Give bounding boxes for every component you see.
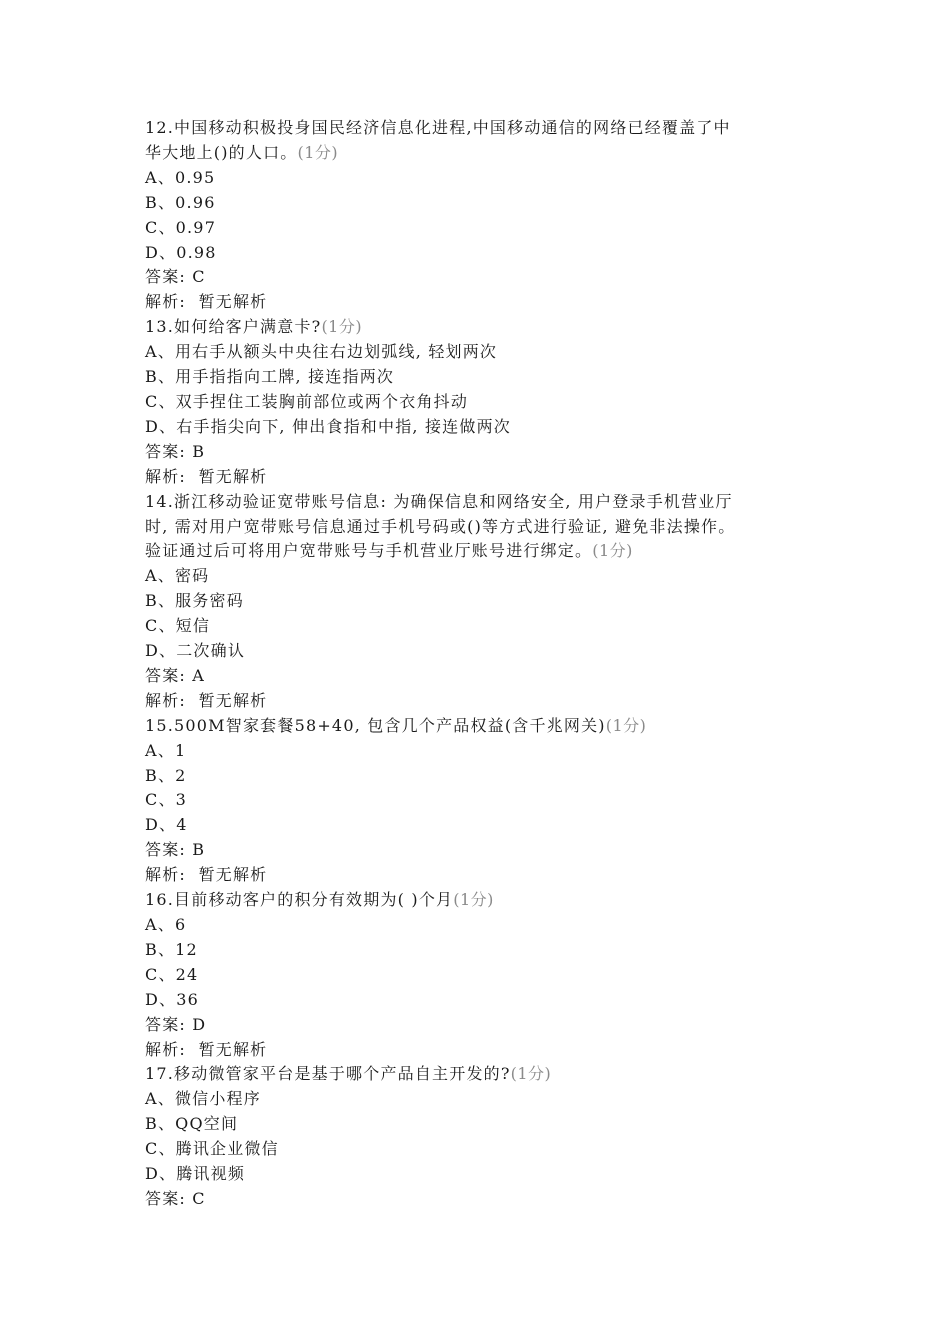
question-stem-text: 验证通过后可将用户宽带账号与手机营业厅账号进行绑定。 (145, 541, 593, 561)
correct-answer: 答案: D (145, 1014, 207, 1034)
question-block (145, 116, 815, 315)
correct-answer: 答案: C (145, 267, 206, 287)
question-block (145, 888, 815, 1062)
answer-option: C、0.97 (145, 217, 217, 237)
question-stem-text: 14.浙江移动验证宽带账号信息: 为确保信息和网络安全, 用户登录手机营业厅 (145, 491, 733, 511)
answer-analysis: 解析: 暂无解析 (145, 1039, 268, 1059)
correct-answer: 答案: A (145, 665, 206, 685)
question-stem-text: 16.目前移动客户的积分有效期为( )个月 (145, 890, 454, 910)
answer-analysis: 解析: 暂无解析 (145, 865, 268, 885)
answer-option: C、24 (145, 964, 199, 984)
answer-option: C、3 (145, 790, 188, 810)
answer-option: B、QQ空间 (145, 1114, 239, 1134)
question-stem-line (145, 888, 815, 913)
question-stem-text: 17.移动微管家平台是基于哪个产品自主开发的? (145, 1064, 511, 1084)
question-score: (1分) (321, 317, 363, 337)
correct-answer: 答案: B (145, 840, 206, 860)
answer-option: D、4 (145, 815, 188, 835)
question-stem-line (145, 515, 815, 540)
correct-answer: 答案: C (145, 1188, 206, 1208)
question-stem-text: 15.500M智家套餐58+40, 包含几个产品权益(含千兆网关) (145, 715, 606, 735)
question-stem-line (145, 714, 815, 739)
answer-option: B、用手指指向工牌, 接连指两次 (145, 367, 395, 387)
question-stem-line (145, 141, 815, 166)
answer-option: B、0.96 (145, 192, 216, 212)
question-stem-text: 12.中国移动积极投身国民经济信息化进程,中国移动通信的网络已经覆盖了中 (145, 118, 731, 137)
question-stem-text: 华大地上()的人口。 (145, 142, 298, 162)
answer-option: B、2 (145, 765, 187, 785)
question-block (145, 714, 815, 888)
answer-option: B、服务密码 (145, 591, 244, 611)
question-stem-text: 时, 需对用户宽带账号信息通过手机号码或()等方式进行验证, 避免非法操作。 (145, 516, 736, 536)
answer-option: D、0.98 (145, 242, 217, 262)
answer-option: B、12 (145, 939, 198, 959)
question-stem-line (145, 1062, 815, 1087)
question-stem-line (145, 116, 815, 141)
answer-option: D、腾讯视频 (145, 1164, 246, 1184)
question-score: (1分) (592, 541, 633, 561)
question-stem-line (145, 315, 815, 340)
answer-option: A、6 (145, 915, 187, 934)
answer-option: C、短信 (145, 616, 211, 636)
question-stem-text: 13.如何给客户满意卡? (145, 317, 322, 337)
answer-option: A、密码 (145, 566, 210, 586)
answer-analysis: 解析: 暂无解析 (145, 466, 268, 486)
answer-option: A、微信小程序 (145, 1089, 261, 1109)
question-stem-line (145, 490, 815, 515)
question-block (145, 490, 815, 714)
question-document (145, 116, 815, 1212)
answer-option: A、用右手从额头中央往右边划弧线, 轻划两次 (145, 342, 498, 362)
question-score: (1分) (605, 715, 647, 735)
answer-option: C、腾讯企业微信 (145, 1139, 279, 1159)
answer-analysis: 解析: 暂无解析 (145, 292, 268, 312)
answer-option: D、36 (145, 989, 199, 1009)
question-score: (1分) (510, 1064, 552, 1084)
question-stem-line (145, 539, 815, 564)
answer-option: D、右手指尖向下, 伸出食指和中指, 接连做两次 (145, 416, 511, 436)
answer-option: A、1 (145, 740, 187, 760)
answer-analysis: 解析: 暂无解析 (145, 690, 268, 710)
question-score: (1分) (297, 142, 339, 162)
correct-answer: 答案: B (145, 441, 206, 461)
answer-option: D、二次确认 (145, 641, 246, 661)
question-block (145, 315, 815, 489)
question-score: (1分) (453, 890, 494, 910)
answer-option: C、双手捏住工装胸前部位或两个衣角抖动 (145, 391, 469, 411)
question-block (145, 1062, 815, 1211)
answer-option: A、0.95 (145, 167, 216, 187)
